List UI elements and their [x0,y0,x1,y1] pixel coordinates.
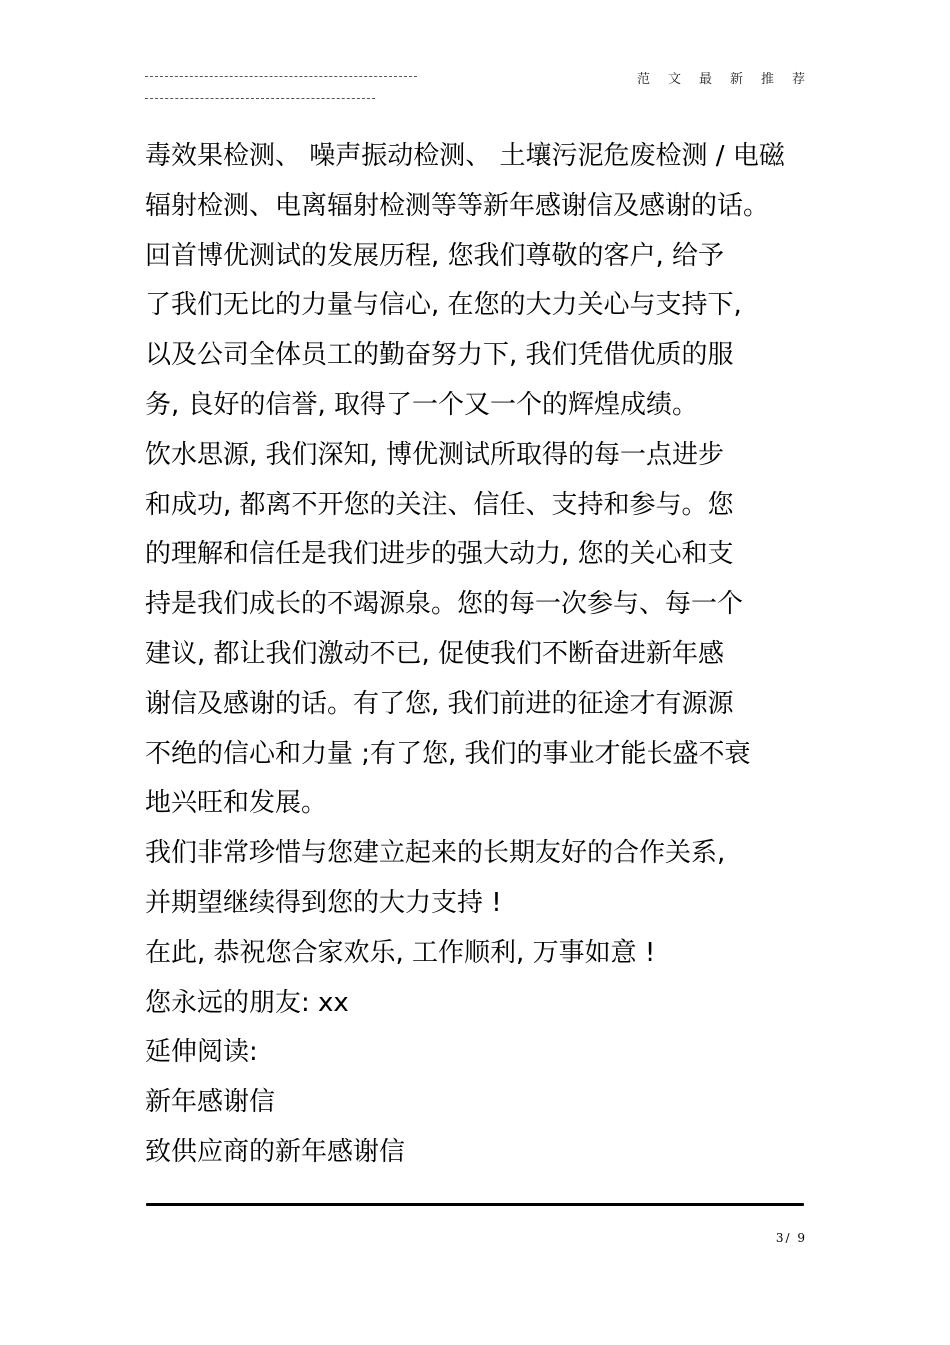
header-dashed-rule-bottom [145,98,375,99]
body-line: 持是我们成长的不竭源泉。您的每一次参与、每一个 [145,589,744,620]
body-line: 地兴旺和发展。 [145,788,328,819]
body-line: 不绝的信心和力量 ;有了您, 我们的事业才能长盛不衰 [145,738,751,769]
body-line: 了我们无比的力量与信心, 在您的大力关心与支持下, [145,290,742,321]
extended-reading-heading: 延伸阅读: [145,1037,258,1068]
page-number: 3/ 9 [775,1231,807,1245]
body-line: 饮水思源, 我们深知, 博优测试所取得的每一点进步 [145,439,725,470]
related-link: 致供应商的新年感谢信 [145,1136,406,1167]
header-dashed-rule-top [145,76,417,77]
document-body [145,132,825,1178]
footer-rule [146,1203,804,1206]
body-line: 和成功, 都离不开您的关注、信任、支持和参与。您 [145,489,734,520]
body-line: 我们非常珍惜与您建立起来的长期友好的合作关系, [145,838,726,869]
body-line: 辐射检测、电离辐射检测等等新年感谢信及感谢的话。 [145,190,770,221]
signature-line: 您永远的朋友: xx [145,987,349,1018]
body-line: 务, 良好的信誉, 取得了一个又一个的辉煌成绩。 [145,389,699,420]
body-line: 并期望继续得到您的大力支持 ! [145,887,502,918]
body-line: 以及公司全体员工的勤奋努力下, 我们凭借优质的服 [145,340,734,371]
related-link: 新年感谢信 [145,1087,276,1118]
body-line: 的理解和信任是我们进步的强大动力, 您的关心和支 [145,539,734,570]
body-line: 在此, 恭祝您合家欢乐, 工作顺利, 万事如意 ! [145,937,656,968]
body-line: 谢信及感谢的话。有了您, 我们前进的征途才有源源 [145,688,734,719]
body-line: 毒效果检测、 噪声振动检测、 土壤污泥危废检测 / 电磁 [145,141,785,171]
body-line: 回首博优测试的发展历程, 您我们尊敬的客户, 给予 [145,240,725,271]
header-title: 范文最新推荐 [636,72,823,87]
body-line: 建议, 都让我们激动不已, 促使我们不断奋进新年感 [145,638,725,669]
